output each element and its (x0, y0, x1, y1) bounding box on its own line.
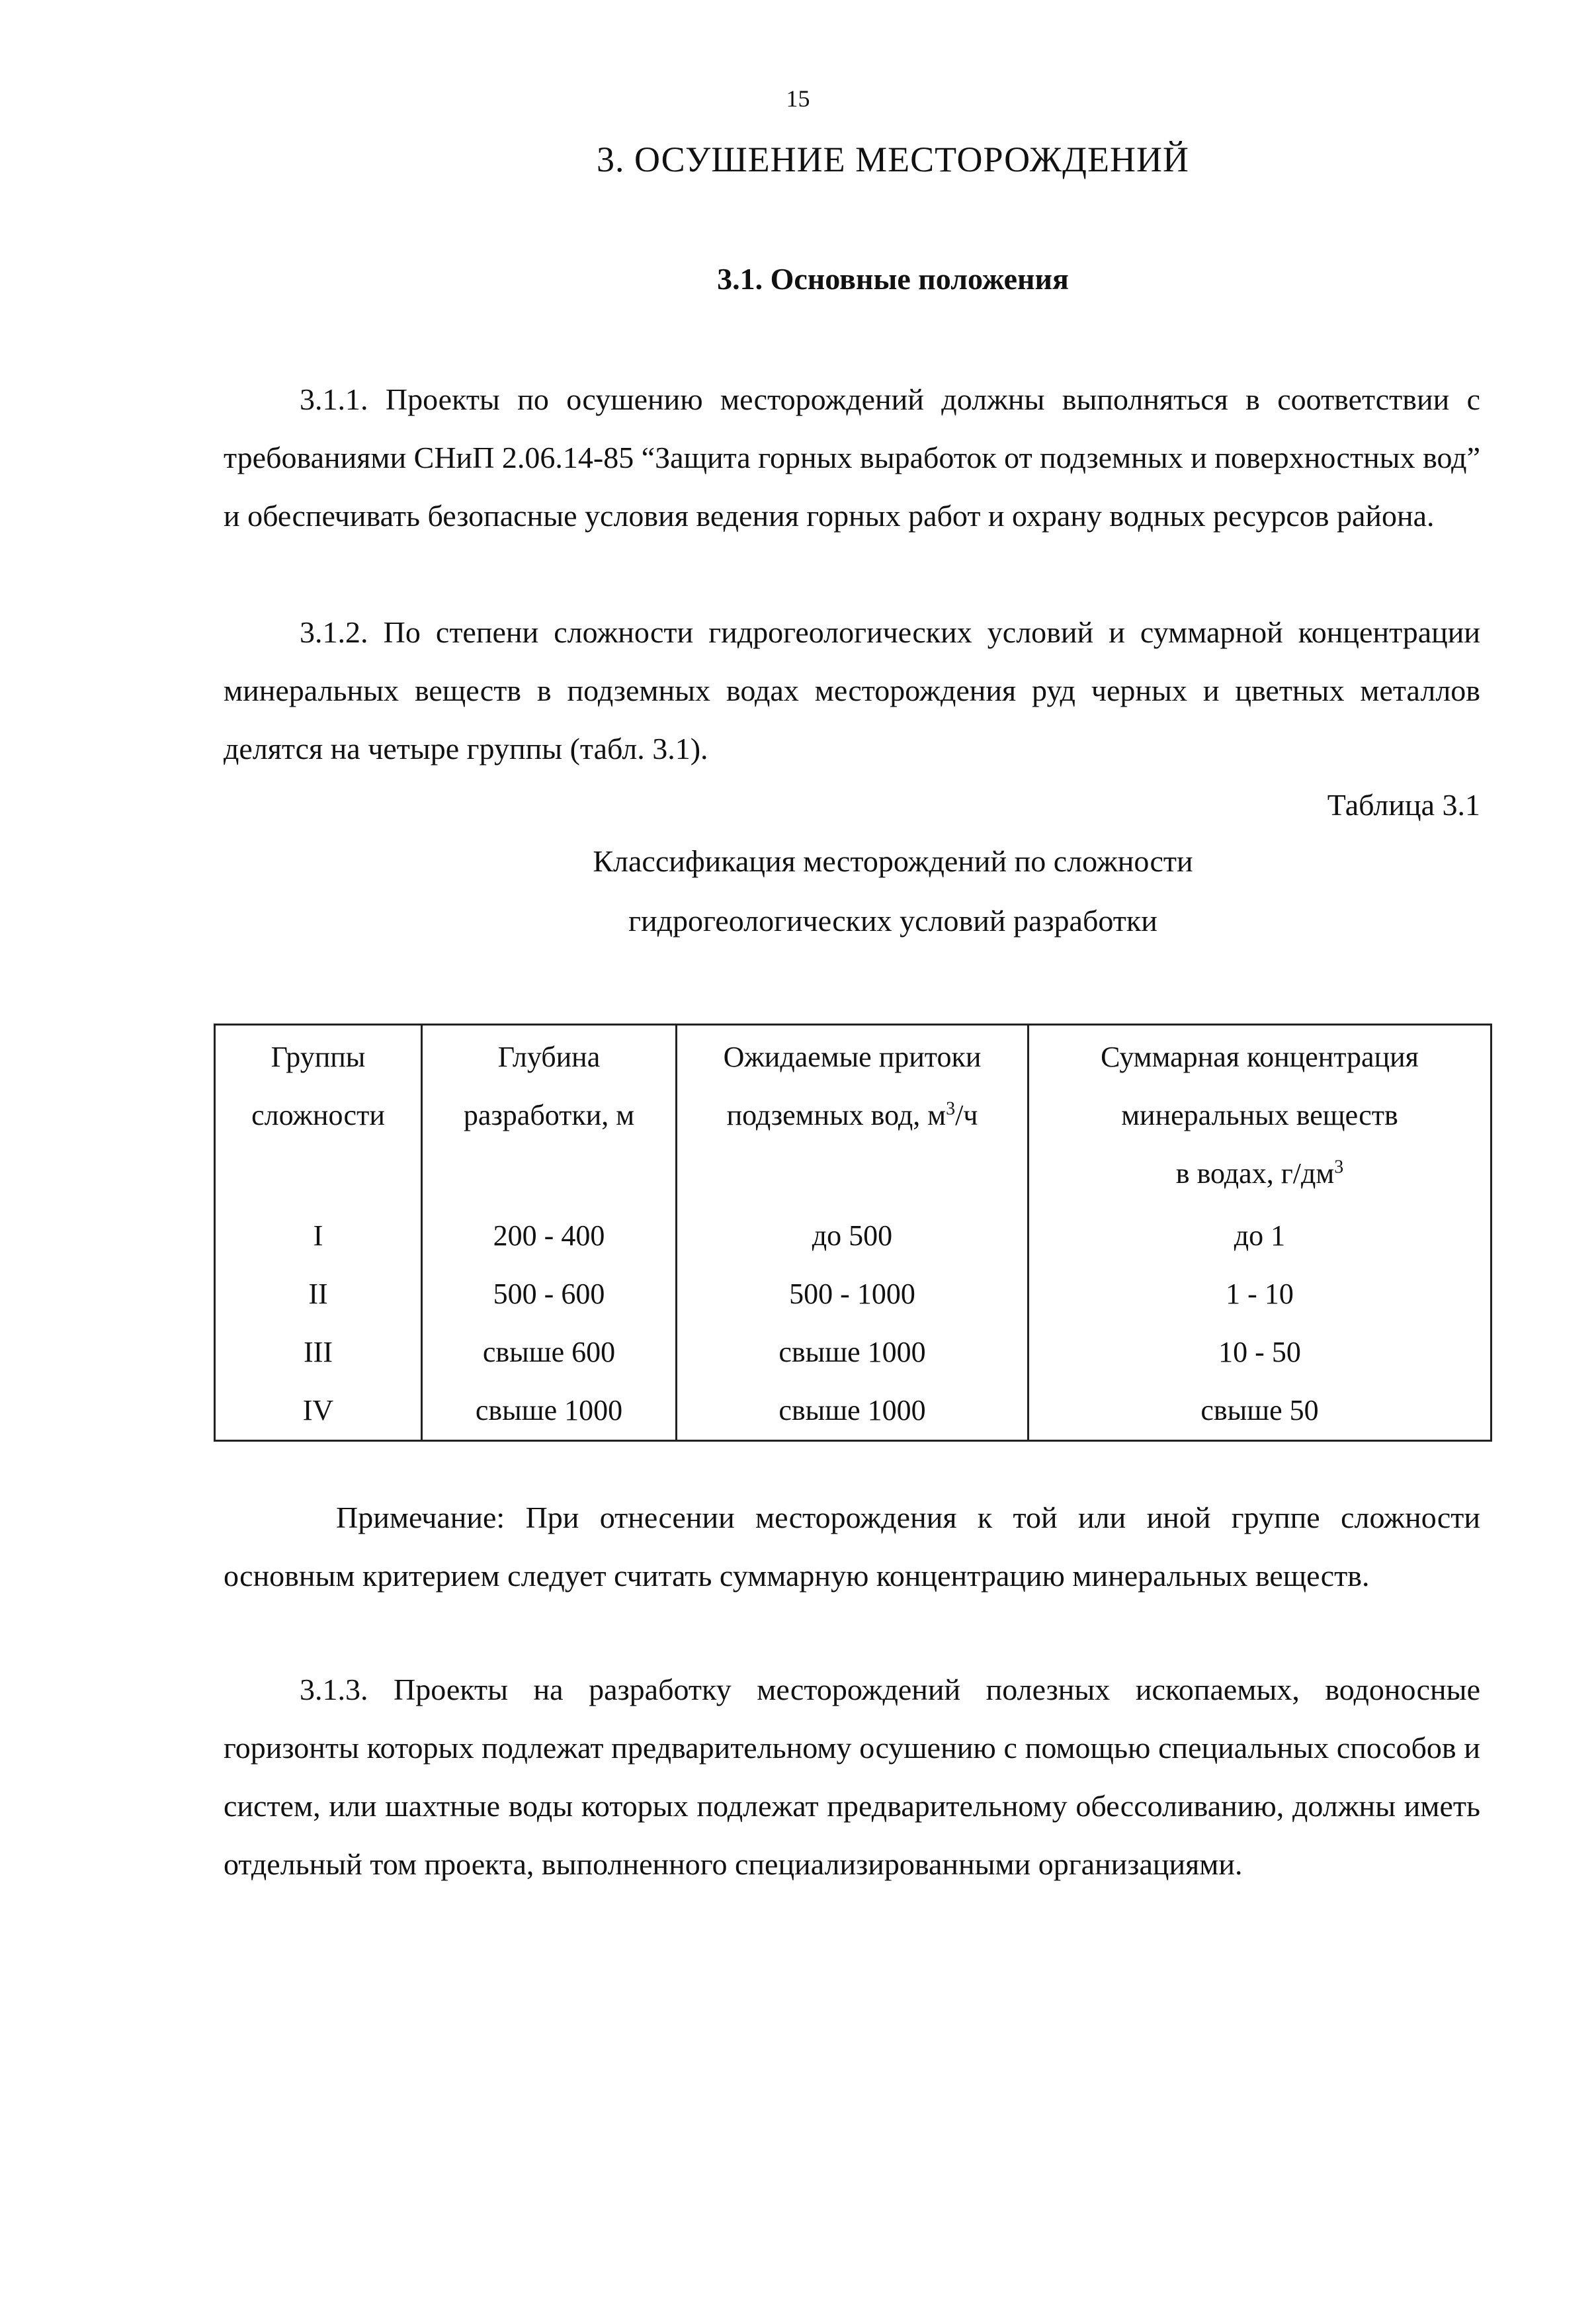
cell-depth: свыше 600 (422, 1323, 677, 1381)
header-inflow (677, 1025, 1029, 1207)
header-text: минеральных веществ (1121, 1099, 1398, 1131)
cell-inflow: до 500 (677, 1207, 1029, 1265)
cell-inflow: свыше 1000 (677, 1323, 1029, 1381)
cell-concentration: до 1 (1029, 1207, 1491, 1265)
cell-group: III (215, 1323, 422, 1381)
table-row (215, 1323, 1491, 1381)
note-text: Примечание: При отнесении месторождения к той или иной группе сложности основным критерием следует считать суммарную концентрацию минеральных веществ. (224, 1501, 1480, 1593)
header-text-part: /ч (955, 1099, 978, 1131)
header-text (1029, 1145, 1490, 1203)
table-number-label: Таблица 3.1 (1327, 788, 1480, 822)
cell-group: II (215, 1265, 422, 1323)
section-title: 3.1. Основные положения (717, 262, 1069, 296)
superscript: 3 (946, 1098, 956, 1119)
header-group (215, 1025, 422, 1207)
cell-inflow: 500 - 1000 (677, 1265, 1029, 1323)
table-caption-line-2: гидрогеологических условий разработки (628, 904, 1157, 938)
header-text-part: подземных вод, м (726, 1099, 946, 1131)
classification-table (214, 1024, 1490, 1437)
cell-group: I (215, 1207, 422, 1265)
superscript: 3 (1334, 1157, 1344, 1178)
header-text: Группы (271, 1041, 366, 1073)
table-row (215, 1381, 1491, 1441)
table-row (215, 1207, 1491, 1265)
page-number: 15 (786, 85, 810, 112)
cell-concentration: 10 - 50 (1029, 1323, 1491, 1381)
cell-depth: свыше 1000 (422, 1381, 677, 1441)
cell-depth: 200 - 400 (422, 1207, 677, 1265)
cell-inflow: свыше 1000 (677, 1381, 1029, 1441)
table-caption-line-1: Классификация месторождений по сложности (593, 844, 1193, 878)
table-note (224, 1489, 1480, 1605)
cell-concentration: 1 - 10 (1029, 1265, 1491, 1323)
header-concentration (1029, 1025, 1491, 1207)
paragraph-3-1-2 (224, 603, 1480, 778)
paragraph-text: 3.1.3. Проекты на разработку месторождений полезных ископаемых, водоносные горизонты которых подлежат предварительному осушению с помощью специальных способов и систем, или шахтные воды которых подлежат предварительному обессоливанию, должны иметь отдельный том проекта, выполненного специализированными организациями. (224, 1673, 1480, 1881)
paragraph-text: 3.1.2. По степени сложности гидрогеологических условий и суммарной концентрации минеральных веществ в подземных водах месторождения руд черных и цветных металлов делятся на четыре группы (табл. 3.1). (224, 615, 1480, 765)
header-text-part: в водах, г/дм (1175, 1157, 1335, 1190)
header-text: сложности (251, 1099, 385, 1131)
paragraph-3-1-3 (224, 1661, 1480, 1894)
table-header-row (215, 1025, 1491, 1207)
chapter-title: 3. ОСУШЕНИЕ МЕСТОРОЖДЕНИЙ (597, 140, 1189, 179)
cell-depth: 500 - 600 (422, 1265, 677, 1323)
cell-group: IV (215, 1381, 422, 1441)
header-text: Ожидаемые притоки (723, 1041, 982, 1073)
header-depth (422, 1025, 677, 1207)
cell-concentration: свыше 50 (1029, 1381, 1491, 1441)
paragraph-text: 3.1.1. Проекты по осушению месторождений должны выполняться в соответствии с требованиями СНиП 2.06.14-85 “Защита горных выработок от подземных и поверхностных вод” и обеспечивать безопасные условия ведения горных работ и охрану водных ресурсов района. (224, 382, 1480, 533)
paragraph-3-1-1 (224, 371, 1480, 545)
header-text (677, 1086, 1027, 1145)
table-row (215, 1265, 1491, 1323)
header-text: разработки, м (463, 1099, 635, 1131)
header-text: Глубина (497, 1041, 601, 1073)
header-text: Суммарная концентрация (1101, 1041, 1419, 1073)
